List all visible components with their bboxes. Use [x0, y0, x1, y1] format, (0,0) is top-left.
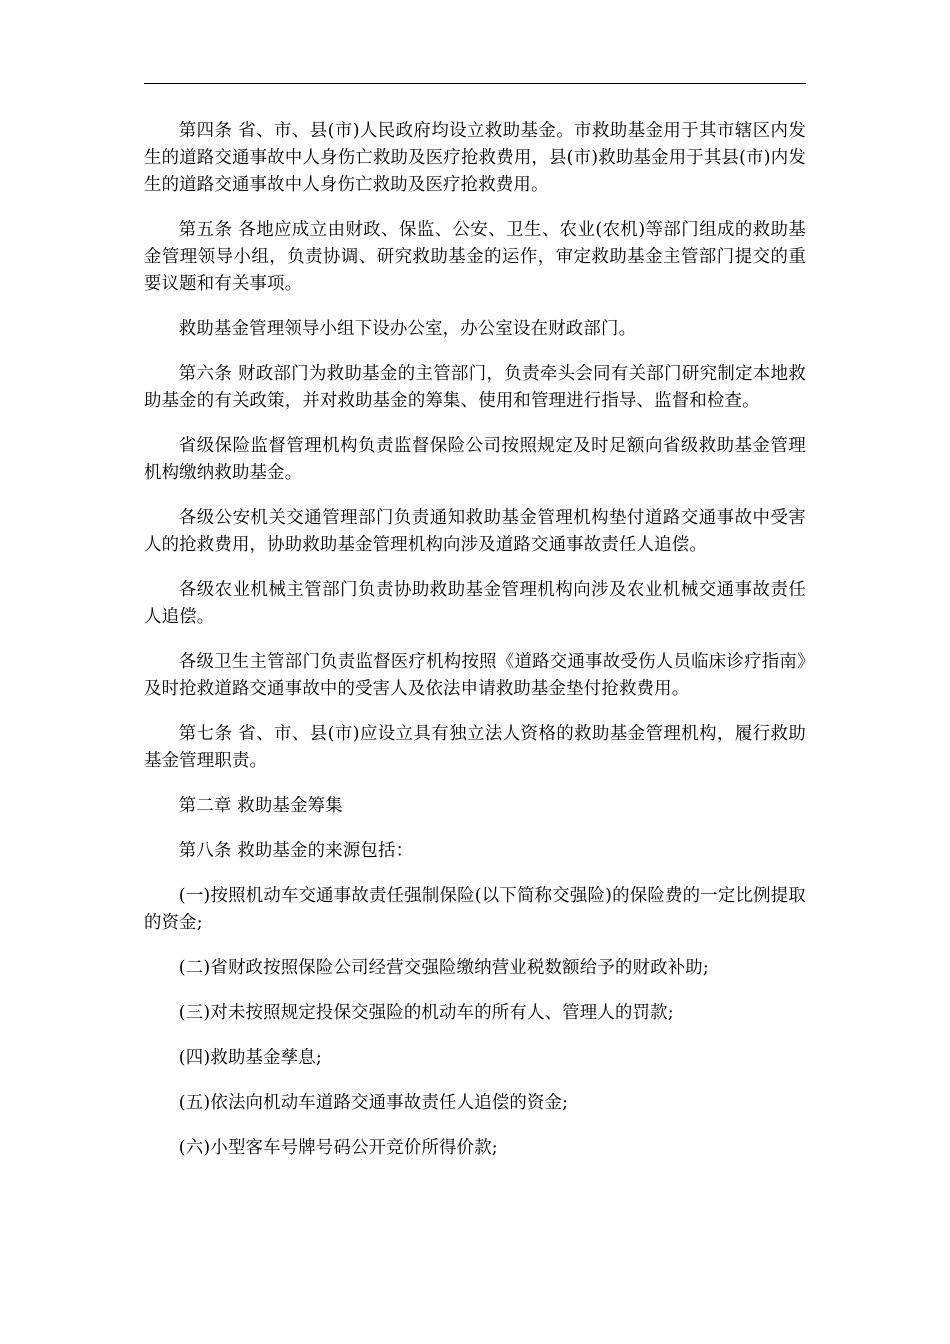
list-item: (六)小型客车号牌号码公开竞价所得价款;	[178, 1138, 498, 1158]
paragraph-insurance-supervision: 省级保险监督管理机构负责监督保险公司按照规定及时足额向省级救助基金管理机构缴纳救助基金。	[144, 436, 806, 483]
document-body	[144, 118, 806, 1180]
paragraph-office: 救助基金管理领导小组下设办公室，办公室设在财政部门。	[178, 319, 637, 339]
paragraph-article-4: 第四条 省、市、县(市)人民政府均设立救助基金。市救助基金用于其市辖区内发生的道路交通事故中人身伤亡救助及医疗抢救费用，县(市)救助基金用于其县(市)内发生的道路交通事故中人身伤亡救助及医疗抢救费用。	[144, 121, 806, 195]
list-item: (三)对未按照规定投保交强险的机动车的所有人、管理人的罚款;	[178, 1003, 674, 1023]
paragraph-article-6: 第六条 财政部门为救助基金的主管部门，负责牵头会同有关部门研究制定本地救助基金的有关政策，并对救助基金的筹集、使用和管理进行指导、监督和检查。	[144, 364, 806, 411]
paragraph-article-7: 第七条 省、市、县(市)应设立具有独立法人资格的救助基金管理机构，履行救助基金管理职责。	[144, 724, 806, 771]
list-item: (四)救助基金孳息;	[178, 1048, 322, 1068]
paragraph-article-8: 第八条 救助基金的来源包括：	[178, 841, 414, 861]
paragraph-agricultural-machinery: 各级农业机械主管部门负责协助救助基金管理机构向涉及农业机械交通事故责任人追偿。	[144, 580, 806, 627]
paragraph-health: 各级卫生主管部门负责监督医疗机构按照《道路交通事故受伤人员临床诊疗指南》及时抢救道路交通事故中的受害人及依法申请救助基金垫付抢救费用。	[144, 652, 806, 699]
paragraph-article-5: 第五条 各地应成立由财政、保监、公安、卫生、农业(农机)等部门组成的救助基金管理领导小组，负责协调、研究救助基金的运作，审定救助基金主管部门提交的重要议题和有关事项。	[144, 220, 806, 294]
chapter-heading: 第二章 救助基金筹集	[178, 796, 343, 816]
list-item: (五)依法向机动车道路交通事故责任人追偿的资金;	[178, 1093, 569, 1113]
list-item: (二)省财政按照保险公司经营交强险缴纳营业税数额给予的财政补助;	[178, 958, 709, 978]
list-item: (一)按照机动车交通事故责任强制保险(以下简称交强险)的保险费的一定比例提取的资金;	[144, 886, 806, 933]
header-rule	[144, 83, 806, 84]
paragraph-public-security: 各级公安机关交通管理部门负责通知救助基金管理机构垫付道路交通事故中受害人的抢救费用，协助救助基金管理机构向涉及道路交通事故责任人追偿。	[144, 508, 806, 555]
